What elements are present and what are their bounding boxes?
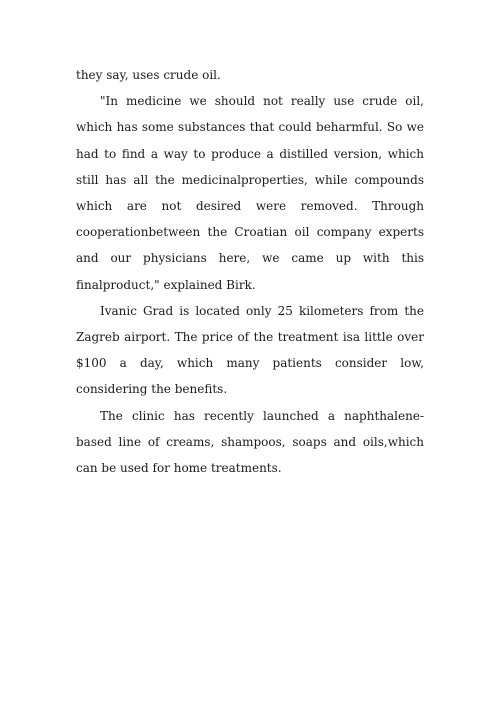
paragraph-quote-birk: "In medicine we should not really use crude oil, which has some substances that could beharmful. So we had to find a way to produce a distilled version, which still has all the medicinalproperties, while compounds which are not desired were removed. Through cooperationbetween the Croatian oil company experts and our physicians here, we came up with this finalproduct," explained Birk. [76,94,424,292]
paragraph-location-price: Ivanic Grad is located only 25 kilometers from the Zagreb airport. The price of the treatment isa little over $100 a day, which many patients consider low, considering the benefits. [76,303,424,397]
paragraph-product-line: The clinic has recently launched a naphthalene-based line of creams, shampoos, soaps and oils,which can be used for home treatments. [76,408,424,476]
document-body [76,62,424,481]
paragraph-continuation: they say, uses crude oil. [76,68,221,82]
